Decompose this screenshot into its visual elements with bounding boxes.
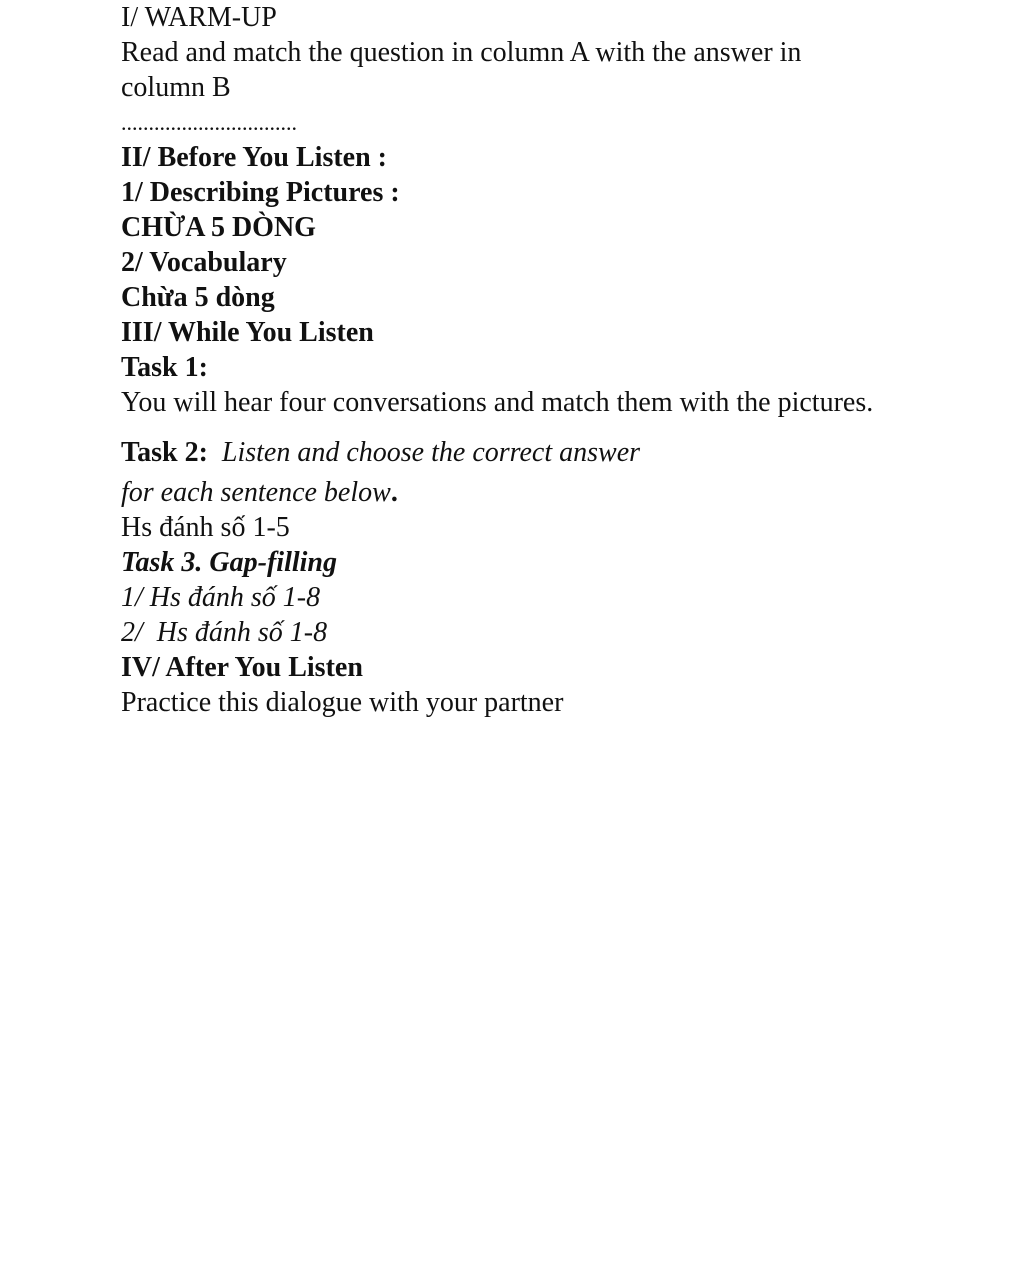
before-listen-heading: II/ Before You Listen : bbox=[121, 142, 387, 173]
task3-item-1: 1/ Hs đánh số 1-8 bbox=[121, 582, 321, 613]
while-listen-heading: III/ While You Listen bbox=[121, 317, 374, 348]
after-listen-text: Practice this dialogue with your partner bbox=[121, 687, 564, 718]
warmup-heading: I/ WARM-UP bbox=[121, 2, 277, 33]
task2-label: Task 2: bbox=[121, 437, 208, 468]
describing-pictures-heading: 1/ Describing Pictures : bbox=[121, 177, 400, 208]
after-listen-heading: IV/ After You Listen bbox=[121, 652, 363, 683]
describing-note: CHỪA 5 DÒNG bbox=[121, 212, 316, 243]
task2-line2 bbox=[121, 475, 881, 510]
task2-line1 bbox=[121, 435, 881, 470]
task2-period: . bbox=[390, 477, 398, 508]
vocabulary-note: Chừa 5 dòng bbox=[121, 282, 275, 313]
document-page bbox=[121, 0, 881, 720]
vocabulary-heading: 2/ Vocabulary bbox=[121, 247, 287, 278]
task1-label: Task 1: bbox=[121, 352, 208, 383]
task3-item-2: 2/ Hs đánh số 1-8 bbox=[121, 617, 328, 648]
task2-text-line2: for each sentence below bbox=[121, 477, 391, 508]
task2-note: Hs đánh số 1-5 bbox=[121, 512, 290, 543]
warmup-instruction: Read and match the question in column A with the answer in column B bbox=[121, 37, 809, 103]
task1-text: You will hear four conversations and match them with the pictures. bbox=[121, 387, 874, 418]
task2-text-line1: Listen and choose the correct answer bbox=[221, 437, 641, 468]
task3-heading: Task 3. Gap-filling bbox=[121, 547, 337, 578]
dotted-line: ................................ bbox=[121, 110, 297, 135]
